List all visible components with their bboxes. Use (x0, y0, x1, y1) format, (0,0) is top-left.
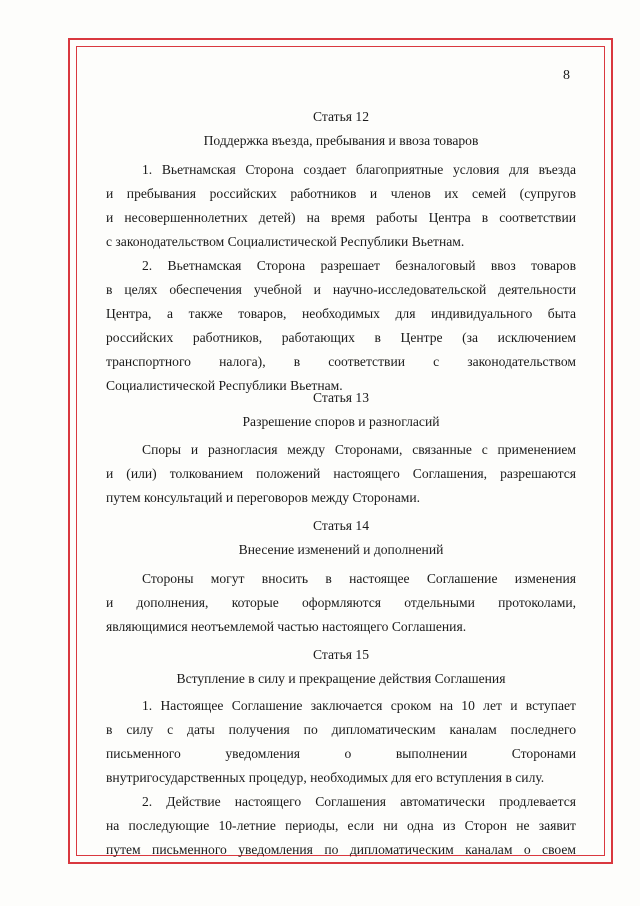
text-line: и несовершеннолетних детей) на время работы Центра в соответствии (106, 210, 576, 225)
article-14-header (106, 514, 576, 562)
page-number: 8 (563, 68, 570, 83)
article-title: Поддержка въезда, пребывания и ввоза товаров (203, 133, 479, 148)
text-line: внутригосударственных процедур, необходимых для его вступления в силу. (106, 770, 545, 785)
text-line: и пребывания российских работников и членов их семей (супругов (106, 186, 576, 201)
article-title: Вступление в силу и прекращение действия Соглашения (176, 671, 506, 686)
article-15-paragraph-2 (106, 790, 576, 862)
text-line: 1. Настоящее Соглашение заключается сроком на 10 лет и вступает (142, 698, 576, 713)
article-12-header (106, 105, 576, 153)
text-line: Центра, а также товаров, необходимых для индивидуального быта (106, 306, 576, 321)
article-13-paragraph-1 (106, 438, 576, 510)
article-heading: Статья 14 (312, 518, 370, 533)
text-line: в силу с даты получения по дипломатическим каналам последнего (106, 722, 576, 737)
text-line: транспортного налога), в соответствии с законодательством (106, 354, 576, 369)
text-line: путем консультаций и переговоров между Сторонами. (106, 490, 421, 505)
text-line: российских работников, работающих в Центре (за исключением (106, 330, 576, 345)
article-heading: Статья 15 (312, 647, 370, 662)
article-title: Разрешение споров и разногласий (242, 414, 440, 429)
article-12-paragraph-2 (106, 254, 576, 398)
text-line: Споры и разногласия между Сторонами, связанные с применением (142, 442, 576, 457)
article-15-paragraph-1 (106, 694, 576, 790)
article-15-header (106, 643, 576, 691)
text-line: 2. Действие настоящего Соглашения автоматически продлевается (142, 794, 576, 809)
article-14-paragraph-1 (106, 567, 576, 639)
text-line: 2. Вьетнамская Сторона разрешает безналоговый ввоз товаров (142, 258, 576, 273)
text-line: и (или) толкованием положений настоящего Соглашения, разрешаются (106, 466, 576, 481)
text-line: путем письменного уведомления по дипломатическим каналам о своем (106, 842, 576, 857)
text-line: в целях обеспечения учебной и научно-исследовательской деятельности (106, 282, 576, 297)
article-12-paragraph-1 (106, 158, 576, 254)
article-heading: Статья 13 (312, 390, 370, 405)
text-line: являющимися неотъемлемой частью настоящего Соглашения. (106, 619, 467, 634)
text-line: и дополнения, которые оформляются отдельными протоколами, (106, 595, 576, 610)
text-line: 1. Вьетнамская Сторона создает благоприятные условия для въезда (142, 162, 576, 177)
article-heading: Статья 12 (312, 109, 370, 124)
text-line: Социалистической Республики Вьетнам. (106, 378, 343, 393)
article-title: Внесение изменений и дополнений (238, 542, 444, 557)
text-line: с законодательством Социалистической Республики Вьетнам. (106, 234, 465, 249)
text-line: письменного уведомления о выполнении Сторонами (106, 746, 576, 761)
text-line: Стороны могут вносить в настоящее Соглашение изменения (142, 571, 576, 586)
article-13-header (106, 386, 576, 434)
text-line: на последующие 10-летние периоды, если ни одна из Сторон не заявит (106, 818, 576, 833)
